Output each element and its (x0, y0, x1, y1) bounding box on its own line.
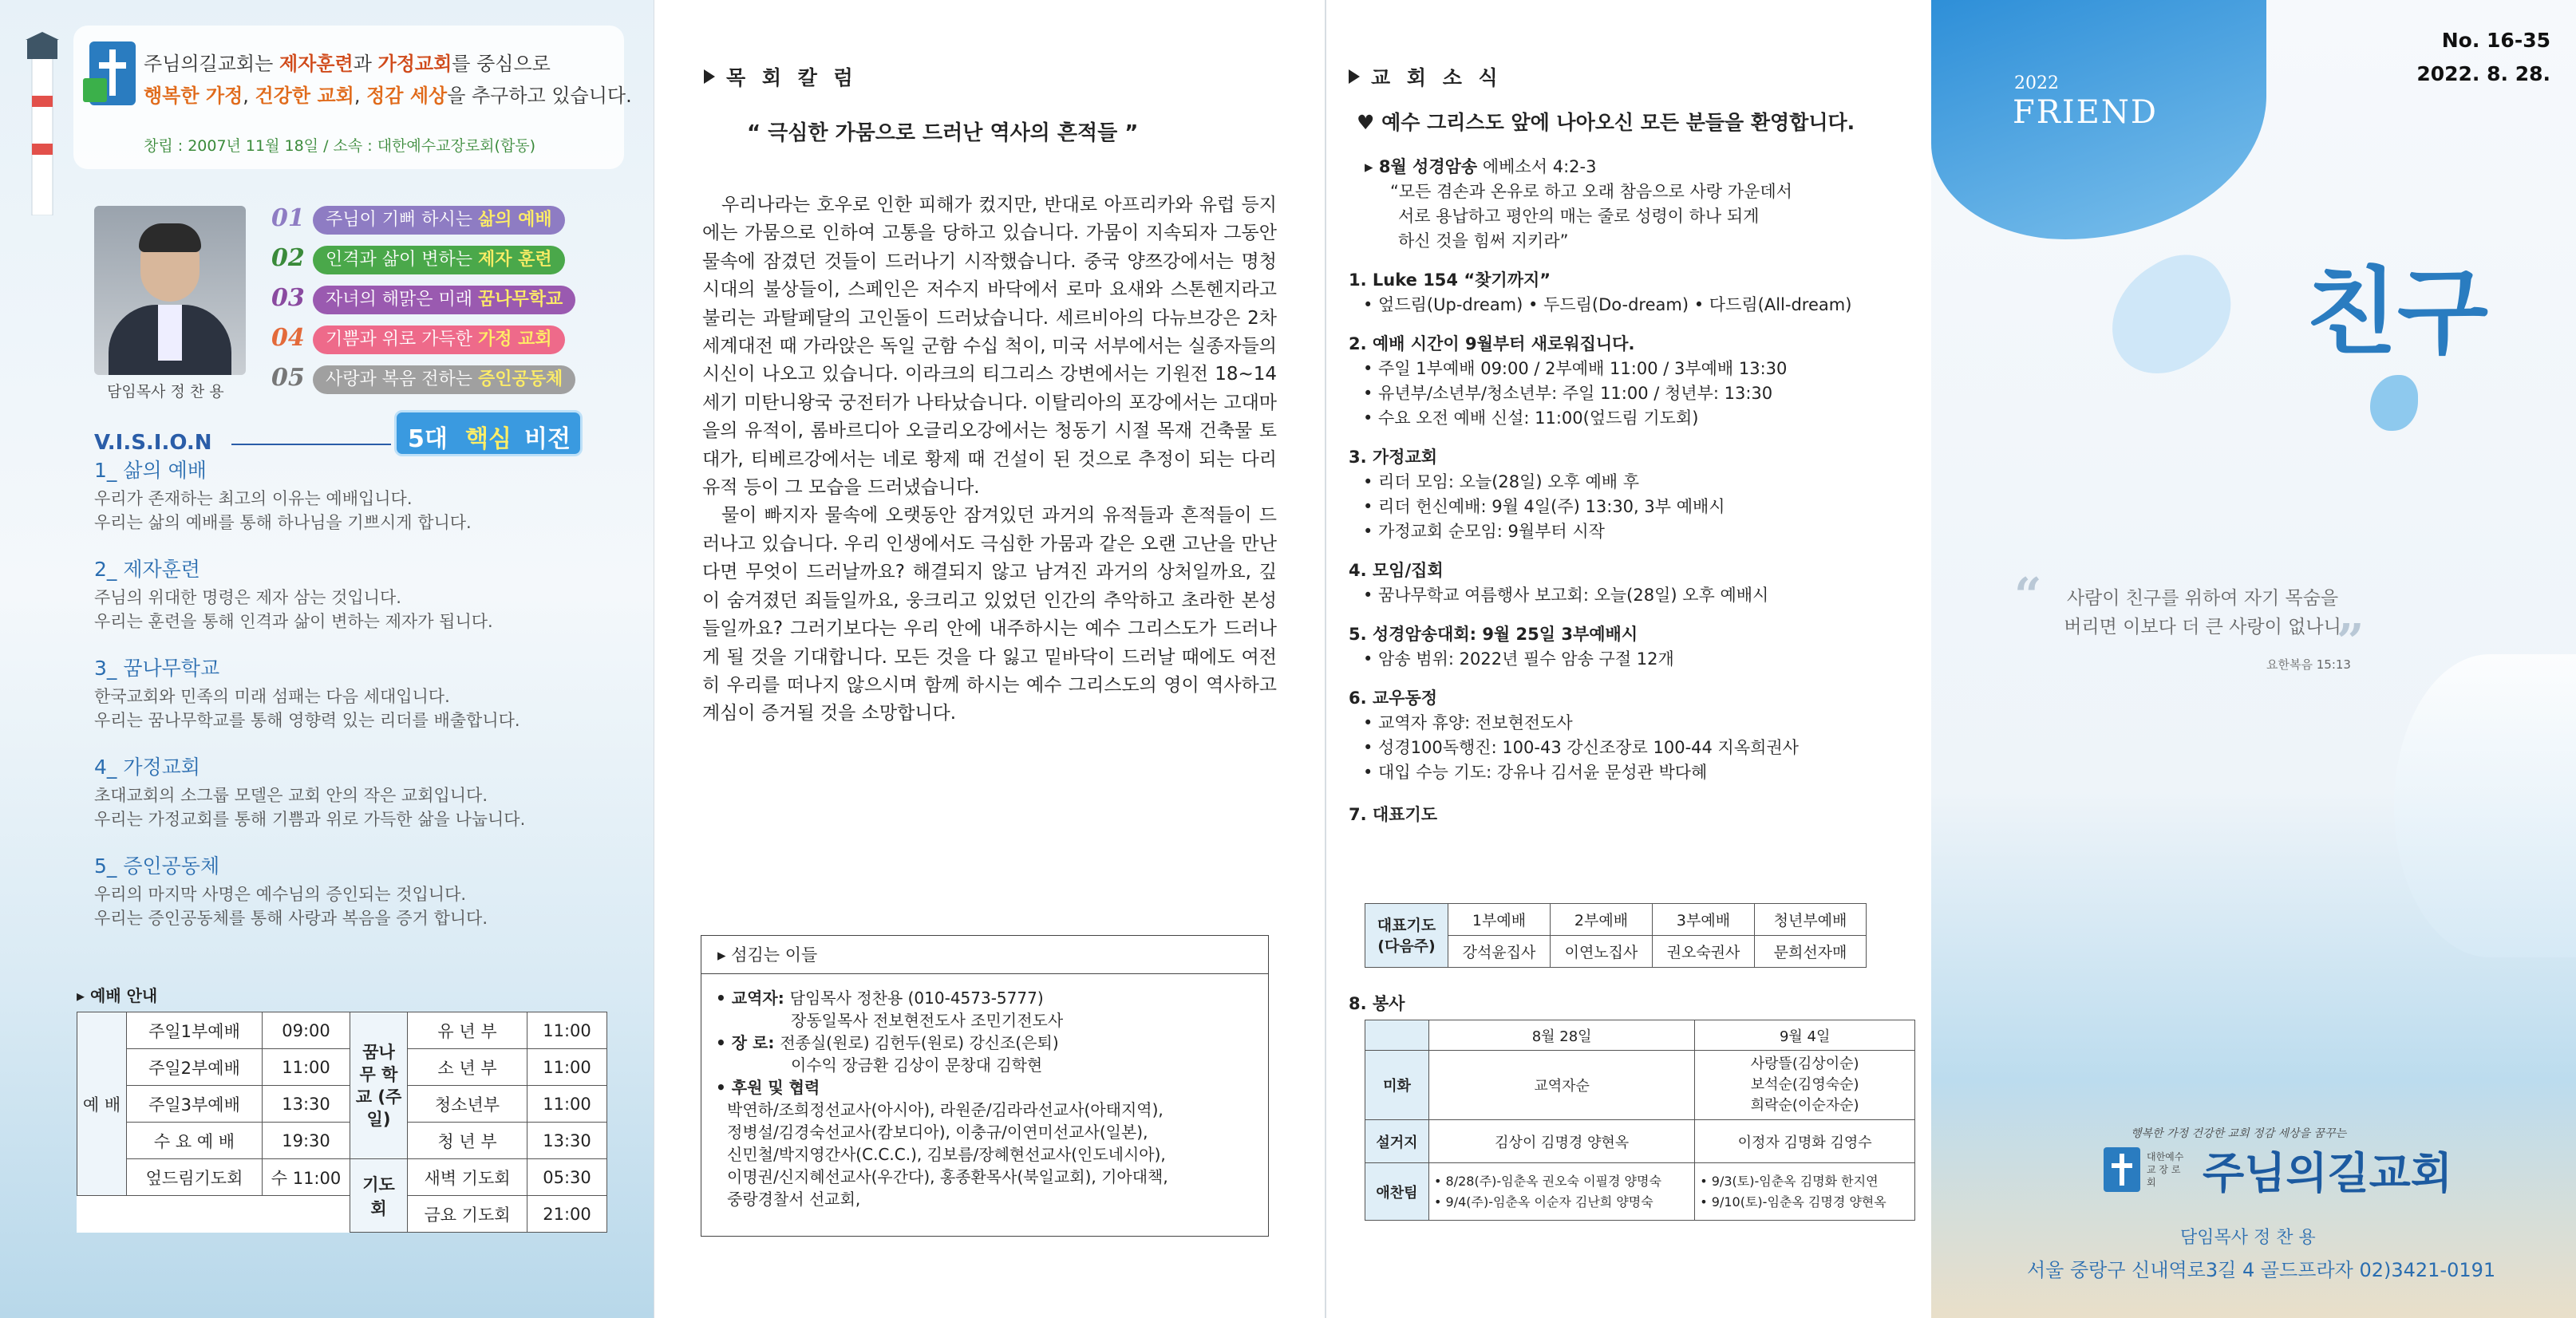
news-item: 2. 예배 시간이 9월부터 새로워집니다. • 주일 1부예배 09:00 / 2부예배 11:00 / 3부예배 13:30 • 유년부/소년부/청소년부: 주일 11:00 / 청년부: 13:30 • 수요 오전 예배 신설: 11:00(엎드림 기도회) (1349, 334, 1788, 428)
vision-item: 4_ 가정교회 초대교회의 소그룹 모델은 교회 안의 작은 교회입니다. 우리는 가정교회를 통해 기쁨과 위로 가득한 삶을 나눕니다. (94, 756, 526, 829)
open-quote-icon: “ (2014, 568, 2042, 624)
quote-reference: 요한복음 15:13 (2266, 657, 2351, 672)
vision-item: 3_ 꿈나무학교 한국교회와 민족의 미래 섬패는 다음 세대입니다. 우리는 꿈나무학교를 통해 영향력 있는 리더를 배출합니다. (94, 657, 520, 730)
cover-pastor: 담임목사 정 찬 용 (2180, 1228, 2316, 1248)
news-item: 4. 모임/집회 • 꿈나무학교 여름행사 보고회: 오늘(28일) 오후 예배시 (1349, 561, 1769, 605)
intro-line-1: 주님의길교회는 제자훈련과 가정교회를 중심으로 (144, 53, 551, 75)
servants-box (701, 935, 1269, 1237)
news-item: 3. 가정교회 • 리더 모임: 오늘(28일) 오후 예배 후 • 리더 헌신예배: 9월 4일(주) 13:30, 3부 예배시 • 가정교회 순모임: 9월부터 시작 (1349, 448, 1725, 541)
column-section-title: 목 회 칼 럼 (704, 62, 858, 91)
news-list (1349, 155, 1907, 842)
worship-schedule-table: 예 배 주일1부예배 09:00 꿈나무 학 교 (주일) 유 년 부 11:00 주일2부예배 11:00 소 년 부 11:00 주일3부예배 13:30 청소년부 11:00 수 요 예 배 19:30 청 년 부 13:30 엎드림기도회 수 11:00 기도회 새벽 기도회 05:30 금요 기도회 21:00 (77, 1012, 607, 1233)
servants-list: • 교역자: 담임목사 정찬용 (010-4573-5777) 장동일목사 전보현전도사 조민기전도사 • 장 로: 전종실(원로) 김헌두(원로) 강신조(은퇴) 이수익 장금환 김상이 문창대 김학현 • 후원 및 협력 박연하/조희정선교사(아시아), 라원준/김라라선교사(아태지역), 정병설/김경숙선교사(캄보디아), 이충규/이연미선교사(일본), 신민철/박지영간사(C.C.C.), 김보름/장혜현선교사(인도네시아), 이명권/신지혜선교사(우간다), 홍종환목사(북일교회), 기아대책, 중랑경찰서 선교회, (716, 988, 1168, 1209)
serve-title: 8. 봉사 (1349, 994, 1405, 1013)
vision-item: 2_ 제자훈련 주님의 위대한 명령은 제자 삼는 것입니다. 우리는 훈련을 통해 인격과 삶이 변하는 제자가 됩니다. (94, 558, 493, 631)
news-section-title: 교 회 소 식 (1349, 62, 1503, 91)
cover-blob (2394, 654, 2576, 957)
schedule-title: ▸ 예배 안내 (77, 986, 158, 1005)
vision-divider (231, 444, 391, 445)
intro-line-2: 행복한 가정, 건강한 교회, 정감 세상을 추구하고 있습니다. (144, 85, 632, 107)
prayer-table: 대표기도 (다음주) 1부예배 2부예배 3부예배 청년부예배 강석윤집사 이연노집사 권오숙권사 문희선자매 (1365, 903, 1867, 968)
vision-title: V.I.S.I.O.N (94, 431, 212, 455)
vision-panel: 주님의길교회는 제자훈련과 가정교회를 중심으로 행복한 가정, 건강한 교회, 정감 세상을 추구하고 있습니다. 창립 : 2007년 11월 18일 / 소속 : 대한예수교장로회(합동) 담임목사 정 찬 용 01 주님이 기뻐 하시는 삶의 예배 02 인격과 삶이 변하는 제자 훈련 03 자녀의 해맑은 미래 꿈나무학교 04 기쁨과 위로 가득한 가정 교회 05 사랑과 복음 전하는 증인공동체 V.I.S.I.O.N 5대 핵심 비전 1_ 삶의 예배 우리가 존재하는 최고의 이유는 예배입니다. 우리는 삶의 예배를 통해 하나님을 기쁘시게 합니다. 2_ 제자훈련 주님의 위대한 명령은 제자 삼는 것입니다. 우리는 훈련을 통해 인격과 삶이 변하는 제자가 됩니다. 3_ 꿈나무학교 한국교회와 민족의 미래 섬패는 다음 세대입니다. 우리는 꿈나무학교를 통해 영향력 있는 리더를 배출합니다. 4_ 가정교회 초대교회의 소그룹 모델은 교회 안의 작은 교회입니다. 우리는 가정교회를 통해 기쁨과 위로 가득한 삶을 나눕니다. 5_ 증인공동체 우리의 마지막 사명은 예수님의 증인되는 것입니다. 우리는 증인공동체를 통해 사랑과 복음을 증거 합니다. ▸ 예배 안내 예 배 주일1부예배 09:00 꿈나무 학 교 (주일) 유 년 부 11:00 주일2부예배 11:00 소 년 부 11:00 주일3부예배 13:30 청소년부 11:00 수 요 예 배 19:30 청 년 부 13:30 엎드림기도회 수 11:00 기도회 새벽 기도회 05:30 금요 기도회 21:00 (0, 0, 654, 1318)
vision-badge: 5대 핵심 비전 (394, 410, 583, 456)
news-item: 7. 대표기도 (1349, 805, 1438, 824)
cover-title-ko: 친구 (2306, 257, 2488, 367)
column-title: “ 극심한 가뭄으로 드러난 역사의 흔적들 ” (747, 121, 1139, 145)
vision-item: 1_ 삶의 예배 우리가 존재하는 최고의 이유는 예배입니다. 우리는 삶의 예배를 통해 하나님을 기쁘시게 합니다. (94, 459, 472, 532)
vision-items (94, 455, 605, 949)
news-verse: ▸ 8월 성경암송 에베소서 4:2-3 “모든 겸손과 온유로 하고 오래 참음으로 사랑 가운데서 서로 용납하고 평안의 매는 줄로 성령이 하나 되게 하신 것을 힘써 지키라” (1365, 157, 1792, 251)
denomination-label: 대한예수교 장 로 회 (2147, 1151, 2184, 1188)
issue-info: No. 16-35 2022. 8. 28. (2416, 29, 2550, 85)
news-item: 5. 성경암송대회: 9월 25일 3부예배시 • 암송 범위: 2022년 필수 암송 구절 12개 (1349, 625, 1674, 669)
servants-title: ▸ 섬김는 이들 (701, 936, 1268, 974)
close-quote-icon: ” (2337, 614, 2365, 670)
serve-table: 8월 28일 9월 4일 미화 교역자순 사랑뜰(김상이순) 보석순(김영숙순) 희락순(이순자순) 설거지 김상이 김명경 양현옥 이정자 김명화 김영수 애찬팀 • 8/28(주)-임춘옥 권오숙 이필경 양명숙 • 9/4(주)-임춘옥 이순자 김난희 양명숙 • 9/3(토)-임춘옥 김명화 한지연 • 9/10(토)-임춘옥 김명경 양현옥 (1365, 1020, 1915, 1221)
lighthouse-icon (14, 32, 70, 215)
vision-item: 5_ 증인공동체 우리의 마지막 사명은 예수님의 증인되는 것입니다. 우리는 증인공동체를 통해 사랑과 복음을 증거 합니다. (94, 854, 488, 928)
church-logo-icon (89, 41, 136, 105)
pastor-photo (94, 206, 246, 375)
column-body: 우리나라는 호우로 인한 피해가 컸지만, 반대로 아프리카와 유럽 등지에는 가뭄으로 인하여 고통을 당하고 있습니다. 가뭄이 지속되자 그동안 물속에 잠겼던 것들이 드러나기 시작했습니다. 중국 양쯔강에서는 명청 시대의 불상들이, 스페인은 저수지 바닥에서 로마 요새와 스톤헨지라고 불리는 과탈페달의 고인돌이 드러났습니다. 세르비아의 다뉴브강은 2차 세계대전 때 가라앉은 독일 군함 수십 척이, 미국 서부에서는 실종자들의 시신이 나오고 있습니다. 이라크의 티그리스 강변에서는 기원전 18~14세기 미탄니왕국 궁전터가 나타났습니다. 이탈리아의 포강에서는 고대마을의 유적이, 롬바르디아 오글리오강에서는 청동기 시절 목재 건축물 토대가, 티베르강에서는 네로 황제 때 건설이 된 것으로 추정이 되는 다리 유적 등이 그 모습을 드러냈습니다. 물이 빠지자 물속에 오랫동안 잠겨있던 과거의 유적들과 흔적들이 드러나고 있습니다. 우리 인생에서도 극심한 가뭄과 같은 오랜 고난을 만난다면 무엇이 드러날까요? 해결되지 않고 남겨진 과거의 상처일까요, 깊이 숨겨졌던 죄들일까요, 웅크리고 있었던 인간의 추악하고 초라한 본성들일까요? 그러기보다는 우리 안에 내주하시는 예수 그리스도가 드러나게 될 것을 기대합니다. 모든 것을 다 잃고 밑바닥이 드러날 때에도 여전히 우리를 떠나지 않으시며 함께 하시는 예수 그리스도의 영이 역사하고 계심이 증거될 것을 소망합니다. (702, 195, 1277, 724)
fold-divider (1325, 0, 1326, 1318)
welcome-message: ♥ 예수 그리스도 앞에 나아오신 모든 분들을 환영합니다. (1357, 111, 1855, 134)
cover-title-en: FRIEND (2013, 94, 2158, 131)
church-tagline: 행복한 가정 건강한 교회 정감 세상을 꿈꾸는 (2131, 1127, 2347, 1140)
founded-info: 창립 : 2007년 11월 18일 / 소속 : 대한예수교장로회(합동) (144, 137, 536, 155)
church-logo-icon (2104, 1147, 2140, 1192)
church-address: 서울 중랑구 신내역로3길 4 골드프라자 02)3421-0191 (2027, 1259, 2496, 1281)
news-item: 6. 교우동정 • 교역자 휴양: 전보현전도사 • 성경100독행진: 100-43 강신조장로 100-44 지옥희권사 • 대입 수능 기도: 강유나 김서윤 문성관 박다혜 (1349, 689, 1799, 782)
pastor-caption: 담임목사 정 찬 용 (107, 383, 224, 401)
cover-quote: 사람이 친구를 위하여 자기 목숨을 버리면 이보다 더 큰 사랑이 없나니 (2064, 588, 2341, 637)
cover-year: 2022 (2014, 73, 2059, 93)
church-name: 주님의길교회 (2203, 1148, 2452, 1198)
news-item: 1. Luke 154 “찾기까지” • 엎드림(Up-dream) • 두드림(Do-dream) • 다드림(All-dream) (1349, 270, 1852, 314)
